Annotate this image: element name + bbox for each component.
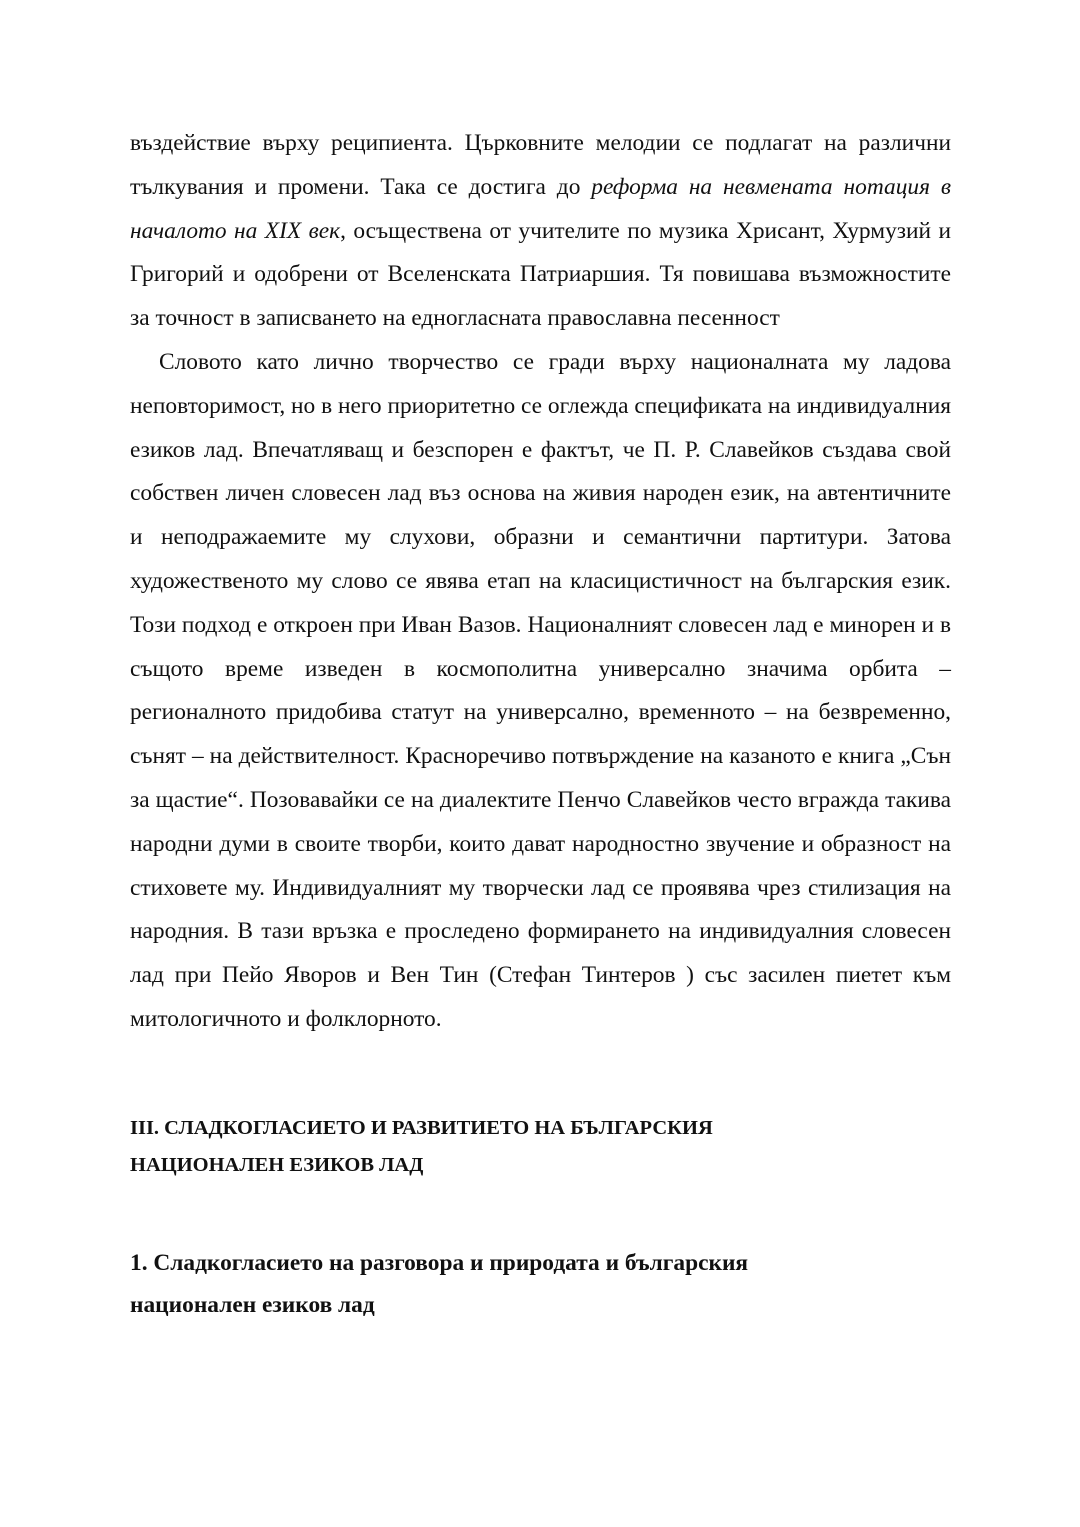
section-heading-line-1: III. СЛАДКОГЛАСИЕТО И РАЗВИТИЕТО НА БЪЛГАРСКИЯ xyxy=(130,1116,713,1139)
body-paragraph-1 xyxy=(130,122,951,341)
document-page xyxy=(130,122,951,1327)
paragraph-1-italic-phrase: реформа на невмената нотация в началото на XIX век xyxy=(130,173,951,244)
sub-heading-line-1: 1. Сладкогласието на разговора и природата и българския xyxy=(130,1249,749,1276)
sub-heading xyxy=(130,1242,951,1327)
sub-heading-line-2: национален езиков лад xyxy=(130,1292,375,1319)
section-heading-line-2: НАЦИОНАЛЕН ЕЗИКОВ ЛАД xyxy=(130,1154,424,1177)
body-paragraph-2: Словото като лично творчество се гради върху националната му ладова неповторимост, но в него приоритетно се оглежда спецификата на индивидуалния езиков лад. Впечатляващ и безспорен е фактът, че П. Р. Славейков създава свой собствен личен словесен лад въз основа на живия народен език, на автентичните и неподражаемите му слухови, образни и семантични партитури. Затова художественото му слово се явява етап на класицистичност на българския език. Този подход е откроен при Иван Вазов. Националният словесен лад е минорен и в същото време изведен в космополитна универсално значима орбита – регионалното придобива статут на универсално, временното – на безвременно, сънят – на действителност. Красноречиво потвърждение на казаното е книга „Сън за щастие“. Позовавайки се на диалектите Пенчо Славейков често вгражда такива народни думи в своите творби, които дават народностно звучение и образност на стиховете му. Индивидуалният му творчески лад се проявява чрез стилизация на народния. В тази връзка е проследено формирането на индивидуалния словесен лад при Пейо Яворов и Вен Тин (Стефан Тинтеров ) със засилен пиетет към митологичното и фолклорното. xyxy=(130,348,951,1032)
section-heading xyxy=(130,1110,951,1185)
paragraph-1-text-start: въздействие върху реципиента. Църковните мелодии се подлагат на различни тълкувания и промени. Така се достига до xyxy=(130,130,951,200)
paragraph-1-text-end: , осъществена от учителите по музика Хрисант, Хурмузий и Григорий и одобрени от Вселенската Патриаршия. Тя повишава възможностите за точност в записването на едногласната православна песенност xyxy=(130,217,952,332)
